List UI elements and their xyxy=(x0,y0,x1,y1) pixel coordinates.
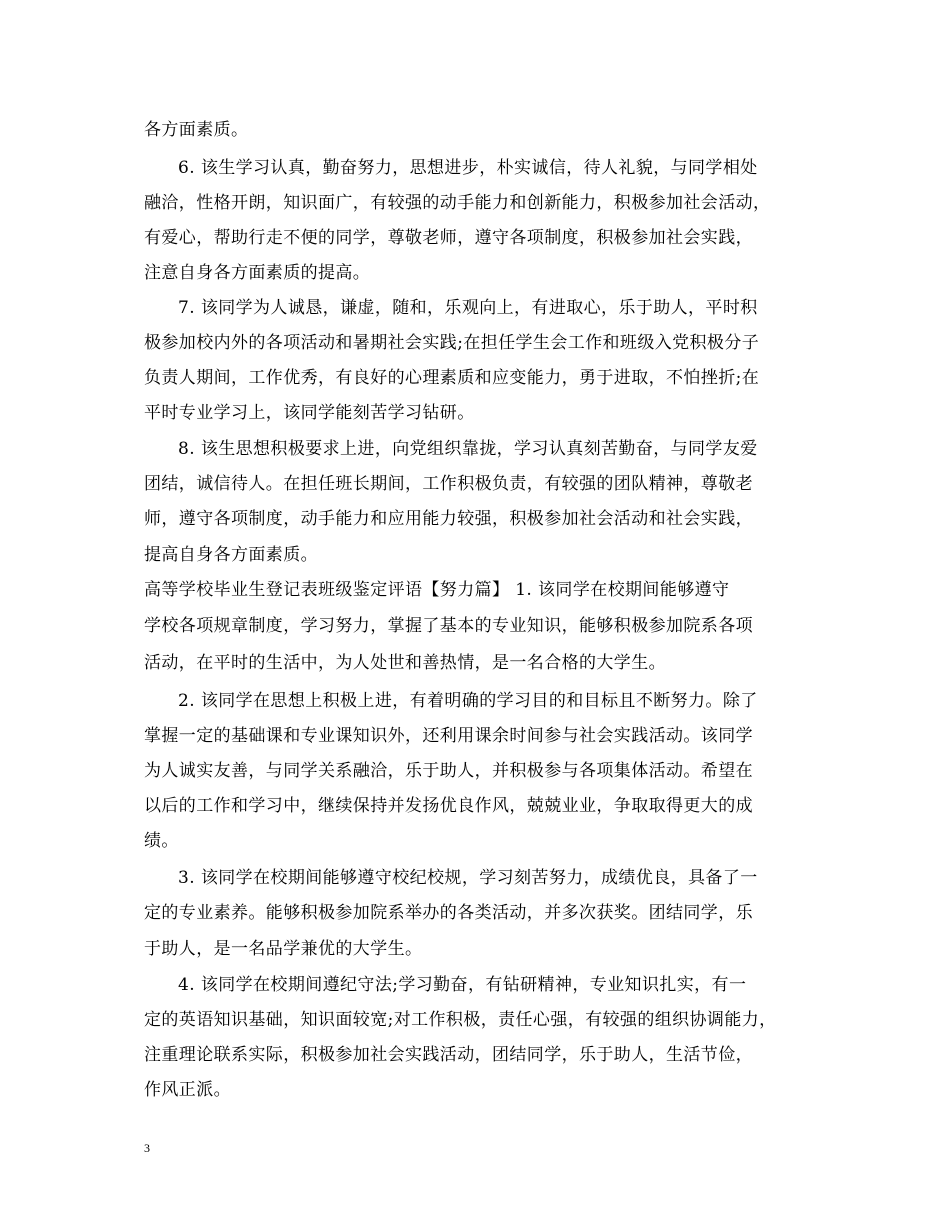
text-line: 负责人期间，工作优秀，有良好的心理素质和应变能力，勇于进取，不怕挫折;在 xyxy=(144,368,760,388)
text-line: 各方面素质。 xyxy=(144,120,249,140)
text-line: 有爱心，帮助行走不便的同学，尊敬老师，遵守各项制度，积极参加社会实践， xyxy=(144,228,753,248)
text-line: 为人诚实友善，与同学关系融洽，乐于助人，并积极参与各项集体活动。希望在 xyxy=(144,761,753,781)
text-line: 以后的工作和学习中，继续保持并发扬优良作风，兢兢业业，争取取得更大的成 xyxy=(144,796,753,816)
text-line: 绩。 xyxy=(144,831,179,851)
text-line: 学校各项规章制度，学习努力，掌握了基本的专业知识，能够积极参加院系各项 xyxy=(144,616,753,636)
paragraph-7-start: 7. 该同学为人诚恳，谦虚，随和，乐观向上，有进取心，乐于助人，平时积 xyxy=(178,298,758,318)
text-line: 平时专业学习上，该同学能刻苦学习钻研。 xyxy=(144,403,475,423)
paragraph-2-start: 2. 该同学在思想上积极上进，有着明确的学习目的和目标且不断努力。除了 xyxy=(178,691,758,711)
paragraph-6-start: 6. 该生学习认真，勤奋努力，思想进步，朴实诚信，待人礼貌，与同学相处 xyxy=(178,158,758,178)
text-line: 掌握一定的基础课和专业课知识外，还利用课余时间参与社会实践活动。该同学 xyxy=(144,726,753,746)
text-line: 定的专业素养。能够积极参加院系举办的各类活动，并多次获奖。团结同学，乐 xyxy=(144,903,753,923)
paragraph-3-start: 3. 该同学在校期间能够遵守校纪校规，学习刻苦努力，成绩优良，具备了一 xyxy=(178,868,758,888)
text-line: 定的英语知识基础，知识面较宽;对工作积极，责任心强，有较强的组织协调能力， xyxy=(144,1010,777,1030)
text-line: 融洽，性格开朗，知识面广，有较强的动手能力和创新能力，积极参加社会活动， xyxy=(144,193,771,213)
text-line: 活动，在平时的生活中，为人处世和善热情，是一名合格的大学生。 xyxy=(144,653,666,673)
text-line: 作风正派。 xyxy=(144,1080,231,1100)
text-line: 于助人，是一名品学兼优的大学生。 xyxy=(144,939,423,959)
text-line: 师，遵守各项制度，动手能力和应用能力较强，积极参加社会活动和社会实践， xyxy=(144,509,753,529)
text-line: 团结，诚信待人。在担任班长期间，工作积极负责，有较强的团队精神，尊敬老 xyxy=(144,474,753,494)
text-line: 极参加校内外的各项活动和暑期社会实践;在担任学生会工作和班级入党积极分子 xyxy=(144,333,760,353)
text-line: 提高自身各方面素质。 xyxy=(144,545,318,565)
paragraph-8-start: 8. 该生思想积极要求上进，向党组织靠拢，学习认真刻苦勤奋，与同学友爱 xyxy=(178,439,758,459)
paragraph-4-start: 4. 该同学在校期间遵纪守法;学习勤奋，有钻研精神，专业知识扎实，有一 xyxy=(178,975,747,995)
text-line: 注意自身各方面素质的提高。 xyxy=(144,263,371,283)
page-number: 3 xyxy=(144,1141,150,1155)
text-line: 注重理论联系实际，积极参加社会实践活动，团结同学，乐于助人，生活节俭， xyxy=(144,1045,753,1065)
section-heading-line: 高等学校毕业生登记表班级鉴定评语【努力篇】 1. 该同学在校期间能够遵守 xyxy=(144,580,730,600)
